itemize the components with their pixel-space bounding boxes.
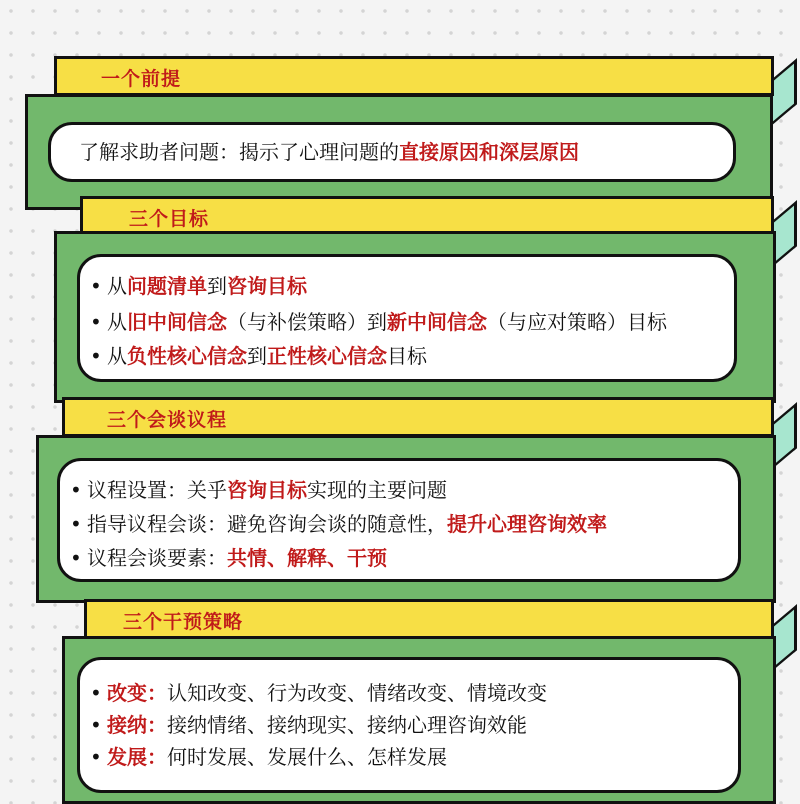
item-text: 指导议程会谈：避免咨询会谈的随意性， [87,512,447,536]
content-card [48,122,736,182]
item-text: 从 [107,344,127,368]
item-text: 从 [107,310,127,334]
section-tab [84,599,774,639]
bullet-icon: • [90,681,102,705]
list-item [70,475,738,505]
item-highlight: 正性核心信念 [267,344,387,368]
section-tab [54,56,774,96]
bullet-icon: • [70,478,82,502]
section-title: 三个目标 [129,208,210,230]
bullet-icon: • [70,546,82,570]
item-text: 认知改变、行为改变、情绪改变、情境改变 [167,681,547,705]
list-item [90,710,738,740]
item-label: 接纳： [107,713,167,737]
section-tab [80,196,774,236]
item-text: （与应对策略）目标 [487,310,667,334]
item-highlight: 问题清单 [127,274,207,298]
section-panel [54,231,776,403]
section-panel [25,94,773,210]
item-text: 议程设置：关乎 [87,478,227,502]
premise-line [79,137,733,167]
item-text: 目标 [387,344,427,368]
item-highlight: 咨询目标 [227,274,307,298]
list-item [90,678,738,708]
item-text: 到 [207,274,227,298]
premise-highlight: 直接原因和深层原因 [399,140,579,164]
item-highlight: 负性核心信念 [127,344,247,368]
list-item [70,509,738,539]
list-item [90,307,734,337]
item-text: 何时发展、发展什么、怎样发展 [167,745,447,769]
content-card [57,458,741,582]
list-item [90,271,734,301]
item-text: 议程会谈要素： [87,546,227,570]
bullet-icon: • [90,274,102,298]
item-text: 到 [247,344,267,368]
item-highlight: 共情、解释、干预 [227,546,387,570]
item-text: 从 [107,274,127,298]
item-highlight: 旧中间信念 [127,310,227,334]
content-card [77,254,737,382]
section-title: 一个前提 [101,68,182,90]
premise-text: 了解求助者问题：揭示了心理问题的 [79,140,399,164]
section-title: 三个会谈议程 [107,409,228,431]
bullet-icon: • [90,310,102,334]
item-highlight: 提升心理咨询效率 [447,512,607,536]
bullet-icon: • [70,512,82,536]
list-item [90,742,738,772]
item-label: 改变： [107,681,167,705]
section-tab [62,397,774,437]
bullet-icon: • [90,745,102,769]
item-text: 接纳情绪、接纳现实、接纳心理咨询效能 [167,713,527,737]
item-label: 发展： [107,745,167,769]
item-text: （与补偿策略）到 [227,310,387,334]
item-highlight: 咨询目标 [227,478,307,502]
bullet-icon: • [90,344,102,368]
item-highlight: 新中间信念 [387,310,487,334]
bullet-icon: • [90,713,102,737]
list-item [70,543,738,573]
list-item [90,341,734,371]
content-card [77,657,741,793]
page-fold-decoration [771,58,797,126]
item-text: 实现的主要问题 [307,478,447,502]
section-panel [36,435,776,603]
section-panel [62,636,776,804]
section-title: 三个干预策略 [123,611,244,633]
